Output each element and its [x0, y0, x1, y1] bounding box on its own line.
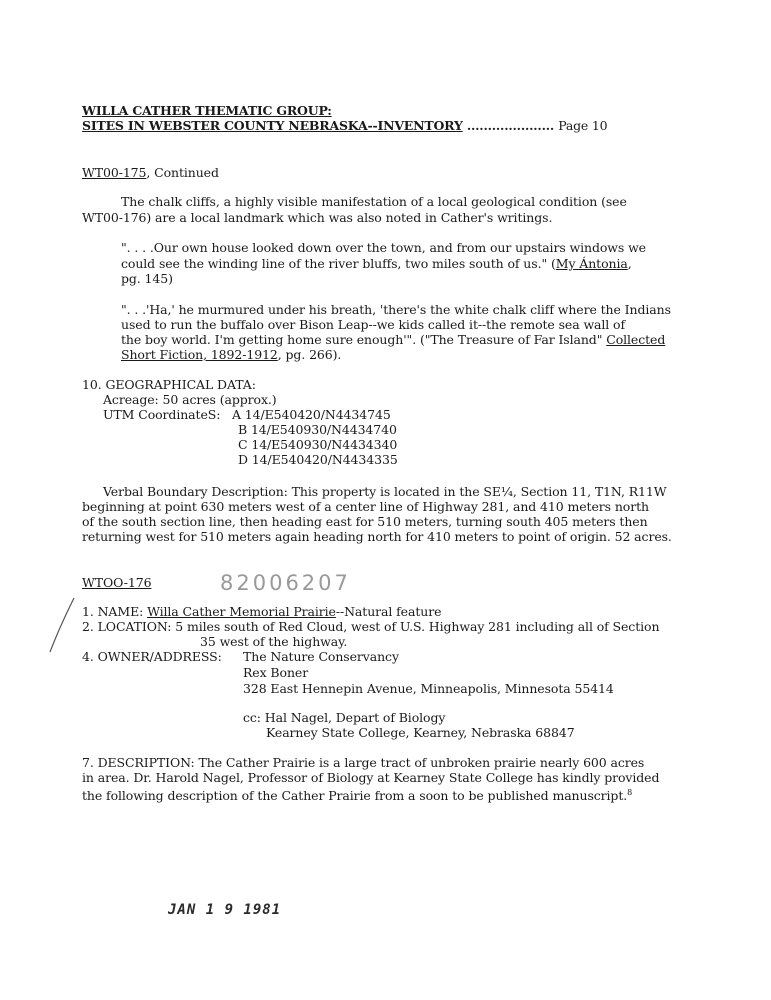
quote2-line-1: ". . .'Ha,' he murmured under his breath, 'there's the white chalk cliff where the Indians	[121, 302, 671, 317]
quote1-line-2	[121, 256, 632, 271]
site176-location-1: 2. LOCATION: 5 miles south of Red Cloud, west of U.S. Highway 281 including all of Section	[82, 619, 660, 634]
owner-line-1: The Nature Conservancy	[243, 649, 399, 664]
header-line1: WILLA CATHER THEMATIC GROUP:	[82, 103, 332, 118]
geo-coord-d: D 14/E540420/N4434335	[238, 452, 398, 467]
continued-heading	[82, 165, 219, 180]
quote1-text: could see the winding line of the river bluffs, two miles south of us." (	[121, 256, 556, 271]
boundary-line-4: returning west for 510 meters again heading north for 410 meters to point of origin. 52 acres.	[82, 529, 672, 544]
owner-label: 4. OWNER/ADDRESS:	[82, 649, 222, 664]
site176-location-2: 35 west of the highway.	[200, 634, 348, 649]
site176-name	[82, 604, 441, 619]
quote2-line-2: used to run the buffalo over Bison Leap--we kids called it--the remote sea wall of	[121, 317, 626, 332]
geo-coord-b: B 14/E540930/N4434740	[238, 422, 397, 437]
quote1-line-3: pg. 145)	[121, 271, 173, 286]
continued-id: WT00-175	[82, 165, 147, 180]
quote2-line-3	[121, 332, 665, 347]
quote1-source-title: My Ántonia	[555, 256, 628, 271]
description-line-1: 7. DESCRIPTION: The Cather Prairie is a large tract of unbroken prairie nearly 600 acres	[82, 755, 645, 770]
cc-line-2: Kearney State College, Kearney, Nebraska 68847	[266, 725, 575, 740]
intro-line-2: WT00-176) are a local landmark which was also noted in Cather's writings.	[82, 210, 553, 225]
quote2-line-4	[121, 347, 341, 362]
boundary-line-3: of the south section line, then heading east for 510 meters, turning south 405 meters then	[82, 514, 648, 529]
geo-coord-c: C 14/E540930/N4434340	[238, 437, 398, 452]
geo-acreage: Acreage: 50 acres (approx.)	[103, 392, 277, 407]
continued-suffix: , Continued	[146, 165, 219, 180]
owner-line-2: Rex Boner	[243, 665, 309, 680]
name-value: Willa Cather Memorial Prairie	[147, 604, 336, 619]
quote2-source-title-cont: Short Fiction, 1892-1912	[121, 347, 278, 362]
header-leader: .....................	[466, 118, 555, 133]
margin-pencil-mark	[46, 596, 80, 656]
quote2-source-title: Collected	[606, 332, 666, 347]
header-subtitle	[82, 118, 607, 133]
boundary-line-1: Verbal Boundary Description: This property is located in the SE¼, Section 11, T1N, R11W	[103, 484, 667, 499]
description-line-2: in area. Dr. Harold Nagel, Professor of Biology at Kearney State College has kindly provided	[82, 770, 660, 785]
name-label: 1. NAME:	[82, 604, 148, 619]
header-title	[82, 103, 332, 118]
quote1-line-1: ". . . .Our own house looked down over the town, and from our upstairs windows we	[121, 240, 646, 255]
description-text: the following description of the Cather Prairie from a soon to be published manuscript.	[82, 788, 628, 804]
intro-line-1: The chalk cliffs, a highly visible manifestation of a local geological condition (see	[121, 194, 627, 209]
cc-line-1: cc: Hal Nagel, Depart of Biology	[243, 710, 446, 725]
description-line-3	[82, 785, 632, 803]
header-line2: SITES IN WEBSTER COUNTY NEBRASKA--INVENTORY	[82, 118, 463, 133]
geo-coord-a: A 14/E540420/N4434745	[232, 407, 391, 422]
page-number: Page 10	[558, 118, 608, 133]
owner-line-3: 328 East Hennepin Avenue, Minneapolis, Minnesota 55414	[243, 681, 614, 696]
name-suffix: --Natural feature	[335, 604, 442, 619]
quote1-comma: ,	[627, 256, 632, 271]
geo-utm-label: UTM CoordinateS:	[103, 407, 221, 422]
footnote-marker: 8	[627, 788, 633, 797]
quote2-page: , pg. 266).	[277, 347, 342, 362]
geo-heading: 10. GEOGRAPHICAL DATA:	[82, 377, 256, 392]
site176-id: WTOO-176	[82, 575, 152, 590]
quote2-text: the boy world. I'm getting home sure enough'". ("The Treasure of Far Island"	[121, 332, 603, 347]
handwritten-ref-number: 82006207	[220, 571, 351, 595]
boundary-line-2: beginning at point 630 meters west of a center line of Highway 281, and 410 meters north	[82, 499, 649, 514]
date-stamp: JAN 1 9 1981	[168, 902, 282, 918]
